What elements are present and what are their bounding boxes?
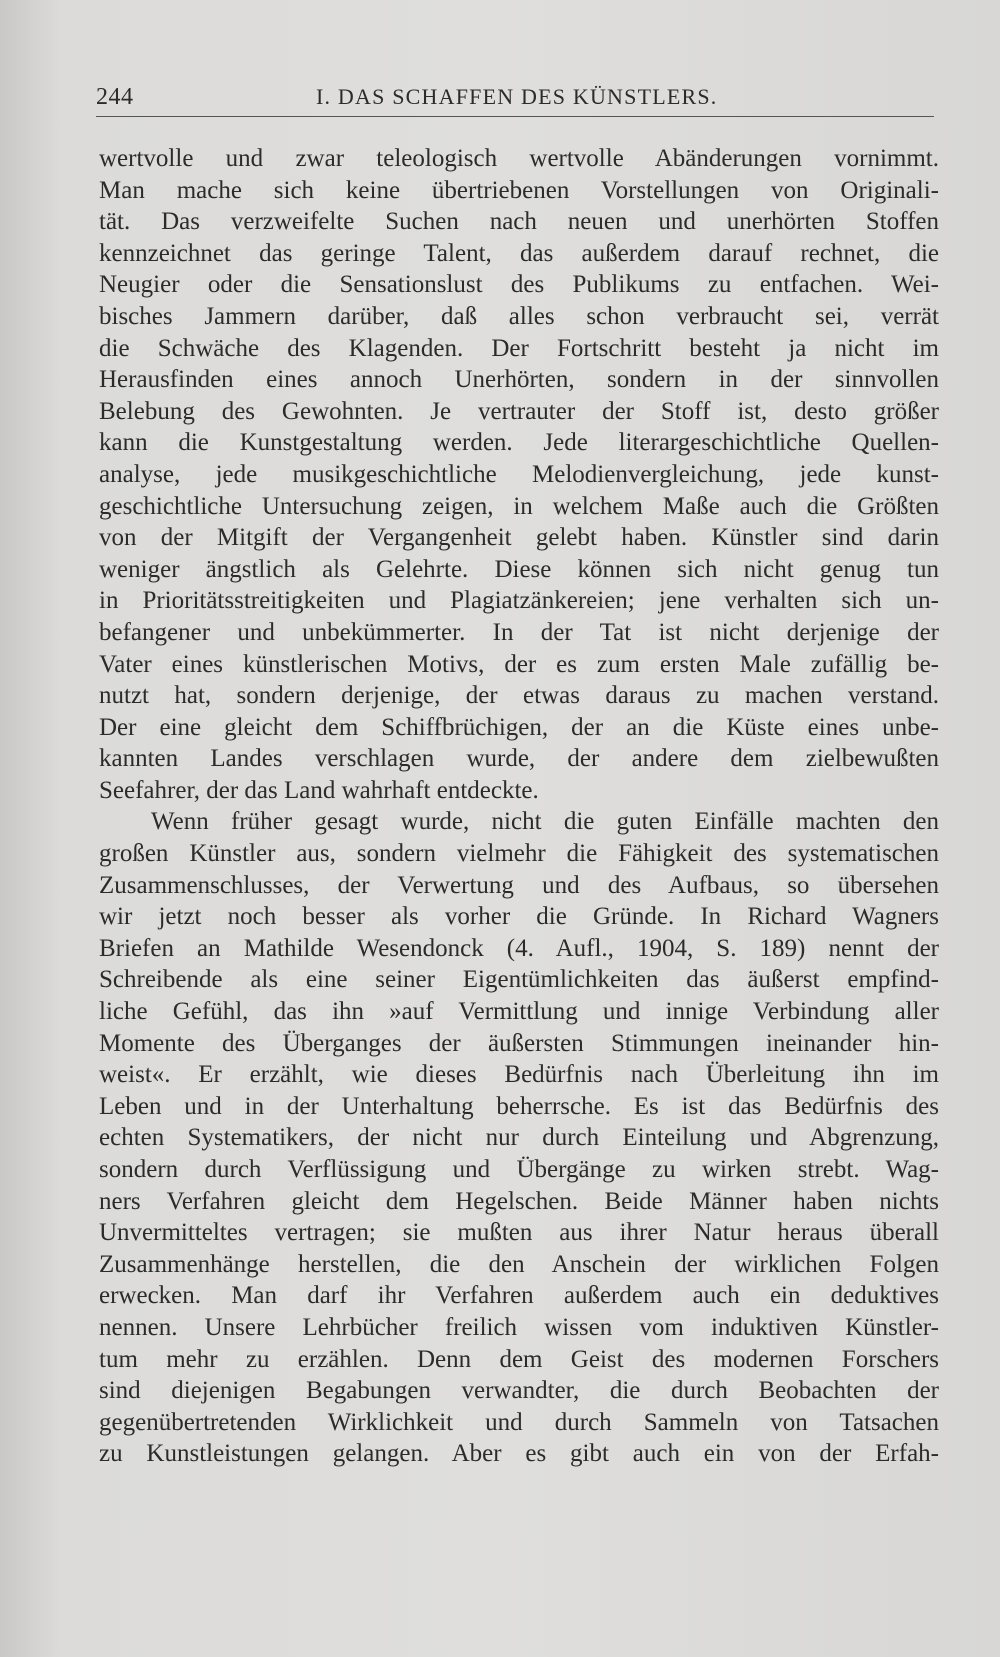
text-line: weniger ängstlich als Gelehrte. Diese können sich nicht genug tun [99, 555, 939, 583]
text-line: Der eine gleicht dem Schiffbrüchigen, der an die Küste eines unbe- [99, 713, 939, 741]
text-line: gegenübertretenden Wirklichkeit und durch Sammeln von Tatsachen [99, 1408, 939, 1436]
text-line: Man mache sich keine übertriebenen Vorstellungen von Originali- [99, 176, 939, 204]
text-line: wir jetzt noch besser als vorher die Gründe. In Richard Wagners [99, 903, 939, 931]
text-line: kann die Kunstgestaltung werden. Jede literargeschichtliche Quellen- [99, 429, 939, 457]
text-line: in Prioritätsstreitigkeiten und Plagiatzänkereien; jene verhalten sich un- [99, 587, 939, 615]
text-line: Wenn früher gesagt wurde, nicht die guten Einfälle machten den [151, 808, 939, 836]
text-line: Zusammenschlusses, der Verwertung und des Aufbaus, so übersehen [99, 871, 939, 899]
page-header [96, 84, 934, 120]
text-line: weist«. Er erzählt, wie dieses Bedürfnis nach Überleitung ihn im [99, 1061, 939, 1089]
text-line: Momente des Überganges der äußersten Stimmungen ineinander hin- [99, 1029, 939, 1057]
text-line: Schreibende als eine seiner Eigentümlichkeiten das äußerst empfind- [99, 966, 939, 994]
page-number: 244 [96, 84, 134, 110]
text-line: tum mehr zu erzählen. Denn dem Geist des modernen Forschers [99, 1345, 939, 1373]
paragraph [99, 806, 939, 1469]
text-line: erwecken. Man darf ihr Verfahren außerdem auch ein deduktives [99, 1282, 939, 1310]
text-line: die Schwäche des Klagenden. Der Fortschritt besteht ja nicht im [99, 334, 939, 362]
body-text [99, 143, 939, 1470]
text-line: Briefen an Mathilde Wesendonck (4. Aufl., 1904, S. 189) nennt der [99, 934, 939, 962]
text-line: nutzt hat, sondern derjenige, der etwas daraus zu machen verstand. [99, 682, 939, 710]
text-line: kannten Landes verschlagen wurde, der andere dem zielbewußten [99, 745, 939, 773]
text-line: Seefahrer, der das Land wahrhaft entdeckte. [99, 776, 539, 804]
paragraph [99, 143, 939, 806]
text-line: nennen. Unsere Lehrbücher freilich wissen vom induktiven Künstler- [99, 1313, 939, 1341]
text-line: Herausfinden eines annoch Unerhörten, sondern in der sinnvollen [99, 366, 939, 394]
text-line: Vater eines künstlerischen Motivs, der es zum ersten Male zufällig be- [99, 650, 939, 678]
text-line: liche Gefühl, das ihn »auf Vermittlung und innige Verbindung aller [99, 998, 939, 1026]
header-rule [96, 116, 934, 117]
text-line: Belebung des Gewohnten. Je vertrauter der Stoff ist, desto größer [99, 397, 939, 425]
text-line: bisches Jammern darüber, daß alles schon verbraucht sei, verrät [99, 302, 939, 330]
text-line: ners Verfahren gleicht dem Hegelschen. Beide Männer haben nichts [99, 1187, 939, 1215]
text-line: kennzeichnet das geringe Talent, das außerdem darauf rechnet, die [99, 239, 939, 267]
text-line: echten Systematikers, der nicht nur durch Einteilung und Abgrenzung, [99, 1124, 939, 1152]
text-line: von der Mitgift der Vergangenheit gelebt haben. Künstler sind darin [99, 524, 939, 552]
text-line: Leben und in der Unterhaltung beherrsche. Es ist das Bedürfnis des [99, 1092, 939, 1120]
text-line: großen Künstler aus, sondern vielmehr die Fähigkeit des systematischen [99, 840, 939, 868]
text-line: wertvolle und zwar teleologisch wertvolle Abänderungen vornimmt. [99, 145, 939, 172]
text-line: Unvermitteltes vertragen; sie mußten aus ihrer Natur heraus überall [99, 1219, 939, 1247]
text-line: geschichtliche Untersuchung zeigen, in welchem Maße auch die Größten [99, 492, 939, 520]
text-line: zu Kunstleistungen gelangen. Aber es gibt auch ein von der Erfah- [99, 1440, 939, 1468]
text-line: analyse, jede musikgeschichtliche Melodienvergleichung, jede kunst- [99, 460, 939, 488]
text-line: sondern durch Verflüssigung und Übergänge zu wirken strebt. Wag- [99, 1156, 939, 1183]
running-head: I. DAS SCHAFFEN DES KÜNSTLERS. [316, 84, 718, 109]
text-line: sind diejenigen Begabungen verwandter, die durch Beobachten der [99, 1377, 939, 1405]
text-line: tät. Das verzweifelte Suchen nach neuen und unerhörten Stoffen [99, 208, 939, 236]
text-line: Neugier oder die Sensationslust des Publikums zu entfachen. Wei- [99, 271, 939, 299]
text-line: befangener und unbekümmerter. In der Tat ist nicht derjenige der [99, 618, 939, 646]
text-line: Zusammenhänge herstellen, die den Anschein der wirklichen Folgen [99, 1250, 939, 1278]
